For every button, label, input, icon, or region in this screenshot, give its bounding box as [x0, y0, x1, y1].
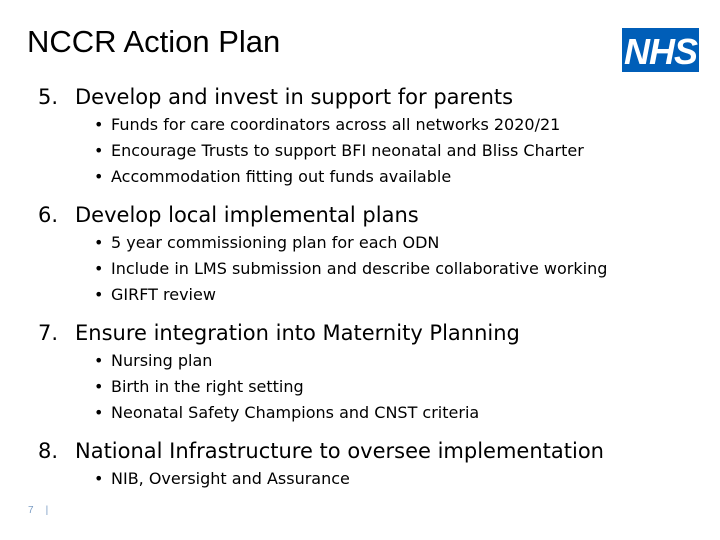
list-item-text: Nursing plan [111, 351, 213, 370]
list-item-text: Encourage Trusts to support BFI neonatal and Bliss Charter [111, 141, 584, 160]
section-heading [38, 200, 708, 230]
list-item-text: 5 year commissioning plan for each ODN [111, 233, 440, 252]
section-8 [38, 436, 708, 492]
section-number: 7. [38, 321, 59, 345]
list-item [94, 466, 708, 492]
list-item [94, 112, 708, 138]
list-item-text: Birth in the right setting [111, 377, 304, 396]
bullet-list [38, 112, 708, 190]
list-item [94, 282, 708, 308]
page-title: NCCR Action Plan [27, 24, 281, 59]
list-item-text: GIRFT review [111, 285, 216, 304]
list-item [94, 348, 708, 374]
list-item [94, 164, 708, 190]
bullet-list [38, 466, 708, 492]
list-item-text: Neonatal Safety Champions and CNST criteria [111, 403, 480, 422]
bullet-icon: • [94, 233, 104, 252]
action-plan-list [38, 82, 708, 502]
section-heading [38, 318, 708, 348]
section-heading-text: Develop and invest in support for parents [75, 85, 514, 109]
list-item [94, 400, 708, 426]
bullet-icon: • [94, 469, 104, 488]
list-item-text: Funds for care coordinators across all networks 2020/21 [111, 115, 561, 134]
bullet-icon: • [94, 403, 104, 422]
list-item-text: NIB, Oversight and Assurance [111, 469, 350, 488]
bullet-icon: • [94, 285, 104, 304]
list-item [94, 374, 708, 400]
section-heading-text: Ensure integration into Maternity Planning [75, 321, 520, 345]
section-heading-text: Develop local implemental plans [75, 203, 419, 227]
page-number: 7 [28, 505, 34, 516]
section-heading [38, 82, 708, 112]
section-6 [38, 200, 708, 308]
section-heading-text: National Infrastructure to oversee implementation [75, 439, 604, 463]
list-item [94, 138, 708, 164]
section-7 [38, 318, 708, 426]
section-number: 8. [38, 439, 59, 463]
bullet-icon: • [94, 115, 104, 134]
list-item-text: Accommodation fitting out funds available [111, 167, 452, 186]
bullet-icon: • [94, 259, 104, 278]
bullet-icon: • [94, 351, 104, 370]
slide-footer [28, 505, 48, 516]
section-number: 5. [38, 85, 59, 109]
footer-separator: | [45, 505, 49, 516]
list-item [94, 230, 708, 256]
bullet-icon: • [94, 167, 104, 186]
list-item [94, 256, 708, 282]
section-heading [38, 436, 708, 466]
section-number: 6. [38, 203, 59, 227]
nhs-logo [622, 28, 699, 72]
list-item-text: Include in LMS submission and describe collaborative working [111, 259, 608, 278]
bullet-icon: • [94, 141, 104, 160]
section-5 [38, 82, 708, 190]
bullet-list [38, 230, 708, 308]
nhs-logo-text: NHS [623, 31, 698, 72]
bullet-icon: • [94, 377, 104, 396]
bullet-list [38, 348, 708, 426]
